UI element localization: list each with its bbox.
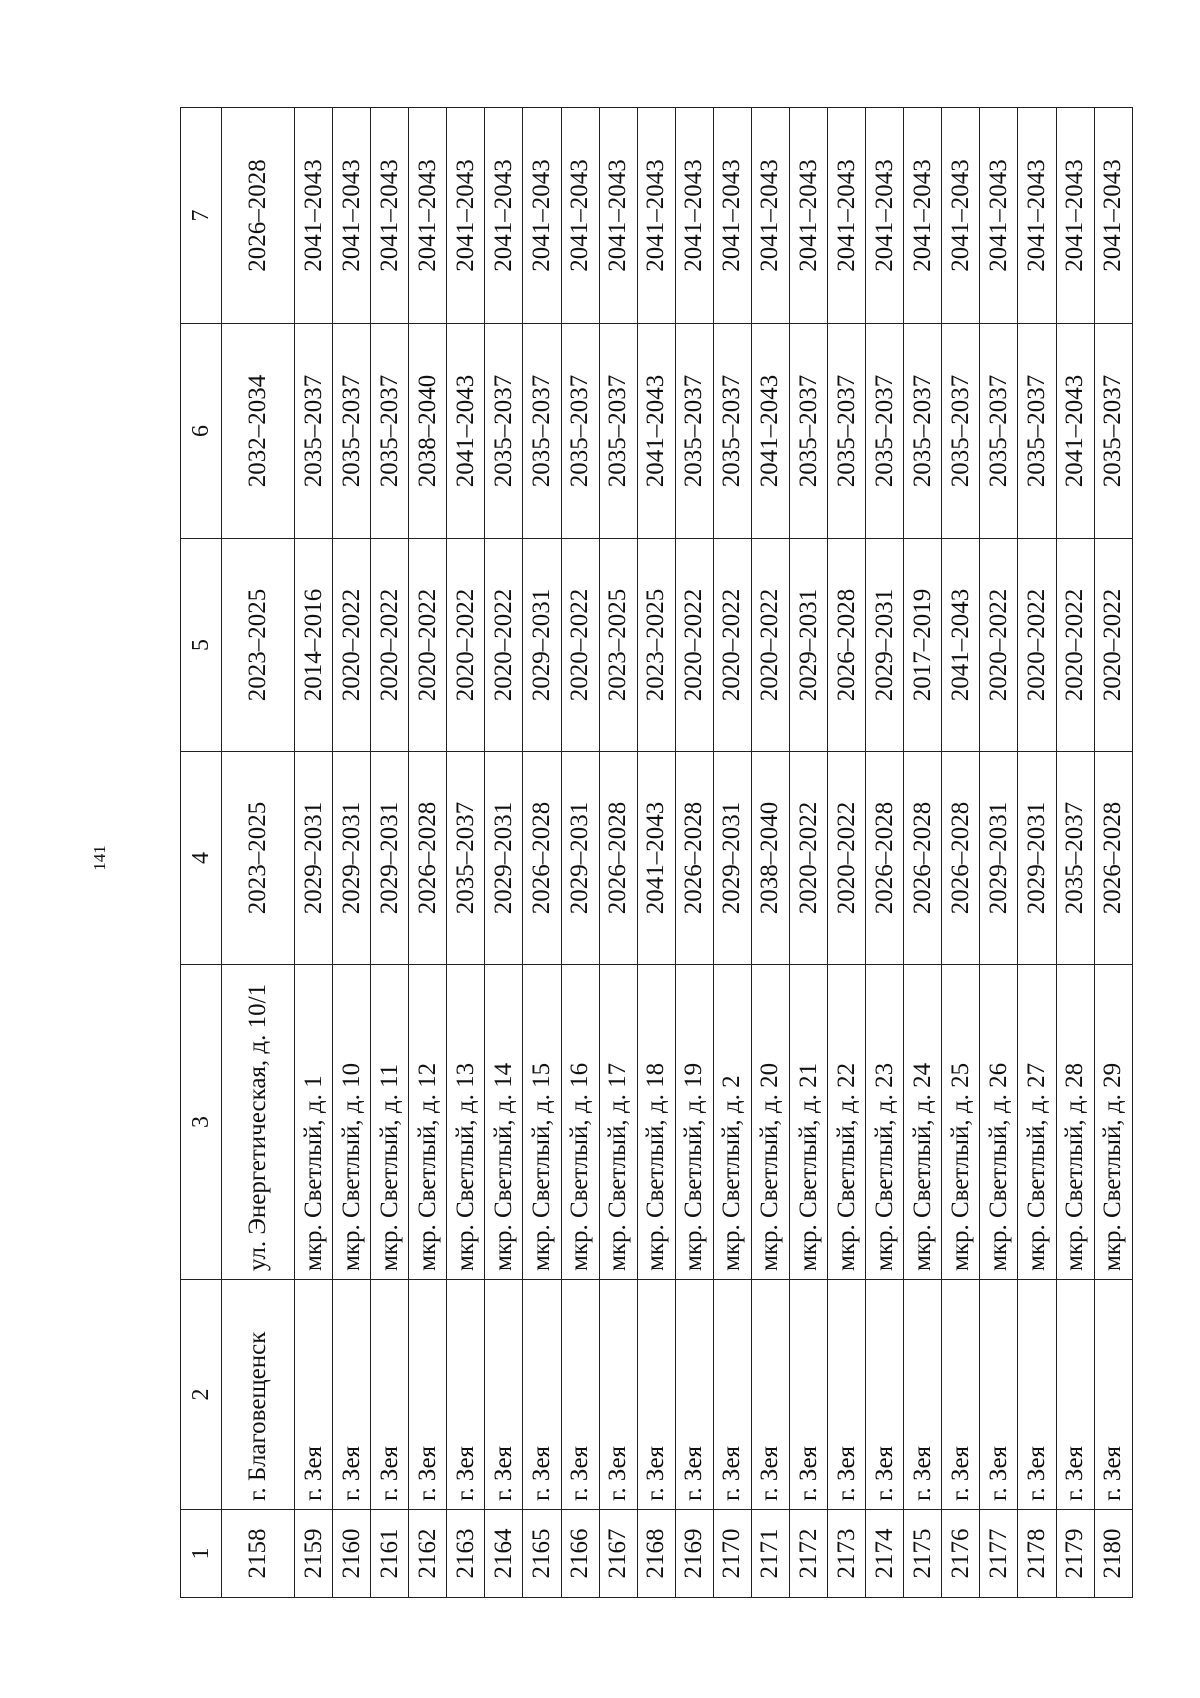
cell-c4: 2026–2028 bbox=[1094, 752, 1132, 965]
cell-c7: 2041–2043 bbox=[447, 108, 485, 324]
table-row bbox=[1056, 108, 1094, 1598]
cell-c5: 2020–2022 bbox=[751, 539, 789, 752]
cell-id: 2179 bbox=[1056, 1510, 1094, 1598]
cell-c7: 2026–2028 bbox=[222, 108, 295, 324]
cell-address: мкр. Светлый, д. 24 bbox=[904, 965, 942, 1280]
cell-address: мкр. Светлый, д. 16 bbox=[561, 965, 599, 1280]
cell-c7: 2041–2043 bbox=[675, 108, 713, 324]
cell-c5: 2026–2028 bbox=[828, 539, 866, 752]
cell-c7: 2041–2043 bbox=[295, 108, 333, 324]
cell-c6: 2035–2037 bbox=[599, 324, 637, 539]
cell-c4: 2029–2031 bbox=[485, 752, 523, 965]
table-row bbox=[790, 108, 828, 1598]
cell-c5: 2014–2016 bbox=[295, 539, 333, 752]
cell-c6: 2035–2037 bbox=[1018, 324, 1056, 539]
cell-c5: 2020–2022 bbox=[409, 539, 447, 752]
table-row bbox=[523, 108, 561, 1598]
cell-c7: 2041–2043 bbox=[333, 108, 371, 324]
cell-city: г. Зея bbox=[333, 1280, 371, 1510]
cell-city: г. Зея bbox=[1056, 1280, 1094, 1510]
table-row bbox=[447, 108, 485, 1598]
cell-c6: 2035–2037 bbox=[523, 324, 561, 539]
cell-id: 2174 bbox=[866, 1510, 904, 1598]
cell-c6: 2041–2043 bbox=[637, 324, 675, 539]
cell-address: мкр. Светлый, д. 14 bbox=[485, 965, 523, 1280]
table-wrapper bbox=[180, 108, 1130, 1598]
cell-c6: 2035–2037 bbox=[790, 324, 828, 539]
table-row bbox=[599, 108, 637, 1598]
table-row bbox=[713, 108, 751, 1598]
cell-id: 2166 bbox=[561, 1510, 599, 1598]
cell-id: 2175 bbox=[904, 1510, 942, 1598]
cell-c7: 2041–2043 bbox=[637, 108, 675, 324]
cell-city: г. Зея bbox=[980, 1280, 1018, 1510]
cell-c4: 2026–2028 bbox=[599, 752, 637, 965]
cell-c5: 2020–2022 bbox=[1018, 539, 1056, 752]
cell-city: г. Зея bbox=[713, 1280, 751, 1510]
cell-id: 2173 bbox=[828, 1510, 866, 1598]
cell-id: 2168 bbox=[637, 1510, 675, 1598]
cell-c4: 2029–2031 bbox=[561, 752, 599, 965]
cell-address: мкр. Светлый, д. 28 bbox=[1056, 965, 1094, 1280]
cell-c5: 2023–2025 bbox=[637, 539, 675, 752]
column-header: 6 bbox=[181, 324, 222, 539]
cell-city: г. Зея bbox=[751, 1280, 789, 1510]
cell-id: 2162 bbox=[409, 1510, 447, 1598]
cell-city: г. Зея bbox=[561, 1280, 599, 1510]
cell-c6: 2038–2040 bbox=[409, 324, 447, 539]
cell-c4: 2026–2028 bbox=[866, 752, 904, 965]
cell-c6: 2035–2037 bbox=[942, 324, 980, 539]
table-row bbox=[828, 108, 866, 1598]
cell-address: мкр. Светлый, д. 26 bbox=[980, 965, 1018, 1280]
cell-address: мкр. Светлый, д. 17 bbox=[599, 965, 637, 1280]
cell-c6: 2035–2037 bbox=[1094, 324, 1132, 539]
cell-c7: 2041–2043 bbox=[942, 108, 980, 324]
cell-id: 2177 bbox=[980, 1510, 1018, 1598]
cell-id: 2178 bbox=[1018, 1510, 1056, 1598]
cell-id: 2176 bbox=[942, 1510, 980, 1598]
table-row bbox=[637, 108, 675, 1598]
cell-c6: 2041–2043 bbox=[447, 324, 485, 539]
cell-id: 2159 bbox=[295, 1510, 333, 1598]
cell-address: мкр. Светлый, д. 23 bbox=[866, 965, 904, 1280]
cell-id: 2158 bbox=[222, 1510, 295, 1598]
cell-c5: 2020–2022 bbox=[561, 539, 599, 752]
cell-c5: 2020–2022 bbox=[713, 539, 751, 752]
cell-c7: 2041–2043 bbox=[561, 108, 599, 324]
cell-city: г. Зея bbox=[904, 1280, 942, 1510]
cell-c4: 2020–2022 bbox=[828, 752, 866, 965]
cell-c5: 2020–2022 bbox=[1094, 539, 1132, 752]
cell-c6: 2035–2037 bbox=[675, 324, 713, 539]
header-row bbox=[181, 108, 222, 1598]
cell-c6: 2035–2037 bbox=[295, 324, 333, 539]
cell-id: 2161 bbox=[371, 1510, 409, 1598]
cell-c7: 2041–2043 bbox=[1056, 108, 1094, 324]
cell-city: г. Зея bbox=[1018, 1280, 1056, 1510]
cell-id: 2164 bbox=[485, 1510, 523, 1598]
cell-id: 2167 bbox=[599, 1510, 637, 1598]
table-row bbox=[485, 108, 523, 1598]
cell-c5: 2020–2022 bbox=[980, 539, 1018, 752]
rotated-table-region bbox=[180, 108, 1130, 1598]
cell-c4: 2029–2031 bbox=[713, 752, 751, 965]
table-body bbox=[222, 108, 1133, 1598]
cell-c7: 2041–2043 bbox=[1094, 108, 1132, 324]
cell-c7: 2041–2043 bbox=[599, 108, 637, 324]
cell-city: г. Зея bbox=[409, 1280, 447, 1510]
cell-c6: 2035–2037 bbox=[371, 324, 409, 539]
cell-c4: 2029–2031 bbox=[371, 752, 409, 965]
cell-c6: 2032–2034 bbox=[222, 324, 295, 539]
cell-c6: 2035–2037 bbox=[561, 324, 599, 539]
cell-c4: 2026–2028 bbox=[409, 752, 447, 965]
table-row bbox=[222, 108, 295, 1598]
cell-c4: 2029–2031 bbox=[1018, 752, 1056, 965]
cell-city: г. Зея bbox=[637, 1280, 675, 1510]
cell-id: 2169 bbox=[675, 1510, 713, 1598]
cell-city: г. Зея bbox=[942, 1280, 980, 1510]
cell-id: 2180 bbox=[1094, 1510, 1132, 1598]
column-header: 4 bbox=[181, 752, 222, 965]
table-row bbox=[942, 108, 980, 1598]
cell-c7: 2041–2043 bbox=[980, 108, 1018, 324]
cell-c4: 2035–2037 bbox=[447, 752, 485, 965]
cell-address: мкр. Светлый, д. 19 bbox=[675, 965, 713, 1280]
table-row bbox=[1018, 108, 1056, 1598]
cell-c4: 2026–2028 bbox=[904, 752, 942, 965]
cell-address: мкр. Светлый, д. 18 bbox=[637, 965, 675, 1280]
cell-c4: 2029–2031 bbox=[333, 752, 371, 965]
cell-c5: 2029–2031 bbox=[523, 539, 561, 752]
cell-c6: 2041–2043 bbox=[751, 324, 789, 539]
cell-address: мкр. Светлый, д. 15 bbox=[523, 965, 561, 1280]
cell-address: мкр. Светлый, д. 1 bbox=[295, 965, 333, 1280]
cell-c6: 2041–2043 bbox=[1056, 324, 1094, 539]
table-row bbox=[295, 108, 333, 1598]
cell-c4: 2023–2025 bbox=[222, 752, 295, 965]
cell-c4: 2035–2037 bbox=[1056, 752, 1094, 965]
cell-address: мкр. Светлый, д. 10 bbox=[333, 965, 371, 1280]
table-row bbox=[371, 108, 409, 1598]
cell-c7: 2041–2043 bbox=[523, 108, 561, 324]
table-row bbox=[866, 108, 904, 1598]
cell-c5: 2023–2025 bbox=[599, 539, 637, 752]
cell-id: 2165 bbox=[523, 1510, 561, 1598]
cell-c6: 2035–2037 bbox=[333, 324, 371, 539]
cell-address: мкр. Светлый, д. 25 bbox=[942, 965, 980, 1280]
cell-c4: 2041–2043 bbox=[637, 752, 675, 965]
cell-id: 2171 bbox=[751, 1510, 789, 1598]
cell-c6: 2035–2037 bbox=[866, 324, 904, 539]
cell-c6: 2035–2037 bbox=[713, 324, 751, 539]
cell-city: г. Благовещенск bbox=[222, 1280, 295, 1510]
cell-city: г. Зея bbox=[866, 1280, 904, 1510]
page-number: 141 bbox=[90, 845, 109, 871]
cell-city: г. Зея bbox=[523, 1280, 561, 1510]
table-row bbox=[751, 108, 789, 1598]
column-header: 2 bbox=[181, 1280, 222, 1510]
cell-c6: 2035–2037 bbox=[485, 324, 523, 539]
cell-id: 2160 bbox=[333, 1510, 371, 1598]
cell-c7: 2041–2043 bbox=[751, 108, 789, 324]
cell-city: г. Зея bbox=[295, 1280, 333, 1510]
cell-c5: 2041–2043 bbox=[942, 539, 980, 752]
table-row bbox=[1094, 108, 1132, 1598]
cell-c7: 2041–2043 bbox=[713, 108, 751, 324]
cell-address: ул. Энергетическая, д. 10/1 bbox=[222, 965, 295, 1280]
cell-city: г. Зея bbox=[485, 1280, 523, 1510]
cell-c7: 2041–2043 bbox=[485, 108, 523, 324]
cell-address: мкр. Светлый, д. 13 bbox=[447, 965, 485, 1280]
table-row bbox=[409, 108, 447, 1598]
cell-address: мкр. Светлый, д. 22 bbox=[828, 965, 866, 1280]
cell-address: мкр. Светлый, д. 21 bbox=[790, 965, 828, 1280]
cell-address: мкр. Светлый, д. 20 bbox=[751, 965, 789, 1280]
table-row bbox=[561, 108, 599, 1598]
cell-c7: 2041–2043 bbox=[866, 108, 904, 324]
cell-c4: 2029–2031 bbox=[980, 752, 1018, 965]
cell-c5: 2023–2025 bbox=[222, 539, 295, 752]
cell-c4: 2029–2031 bbox=[295, 752, 333, 965]
cell-c5: 2020–2022 bbox=[371, 539, 409, 752]
cell-city: г. Зея bbox=[371, 1280, 409, 1510]
cell-city: г. Зея bbox=[828, 1280, 866, 1510]
cell-id: 2170 bbox=[713, 1510, 751, 1598]
cell-c5: 2020–2022 bbox=[485, 539, 523, 752]
column-header: 1 bbox=[181, 1510, 222, 1598]
cell-city: г. Зея bbox=[675, 1280, 713, 1510]
cell-c6: 2035–2037 bbox=[980, 324, 1018, 539]
cell-city: г. Зея bbox=[1094, 1280, 1132, 1510]
cell-c7: 2041–2043 bbox=[904, 108, 942, 324]
column-header: 5 bbox=[181, 539, 222, 752]
cell-c5: 2029–2031 bbox=[790, 539, 828, 752]
cell-city: г. Зея bbox=[599, 1280, 637, 1510]
cell-c4: 2020–2022 bbox=[790, 752, 828, 965]
column-header: 3 bbox=[181, 965, 222, 1280]
cell-c4: 2026–2028 bbox=[675, 752, 713, 965]
cell-city: г. Зея bbox=[447, 1280, 485, 1510]
cell-address: мкр. Светлый, д. 2 bbox=[713, 965, 751, 1280]
cell-c5: 2017–2019 bbox=[904, 539, 942, 752]
cell-c6: 2035–2037 bbox=[904, 324, 942, 539]
cell-id: 2163 bbox=[447, 1510, 485, 1598]
column-header: 7 bbox=[181, 108, 222, 324]
cell-c7: 2041–2043 bbox=[828, 108, 866, 324]
cell-address: мкр. Светлый, д. 11 bbox=[371, 965, 409, 1280]
cell-c5: 2020–2022 bbox=[675, 539, 713, 752]
cell-c5: 2029–2031 bbox=[866, 539, 904, 752]
table-row bbox=[980, 108, 1018, 1598]
cell-c4: 2026–2028 bbox=[523, 752, 561, 965]
cell-c4: 2026–2028 bbox=[942, 752, 980, 965]
cell-c7: 2041–2043 bbox=[409, 108, 447, 324]
table-row bbox=[675, 108, 713, 1598]
cell-c7: 2041–2043 bbox=[790, 108, 828, 324]
table-row bbox=[904, 108, 942, 1598]
cell-c5: 2020–2022 bbox=[1056, 539, 1094, 752]
cell-c7: 2041–2043 bbox=[371, 108, 409, 324]
cell-city: г. Зея bbox=[790, 1280, 828, 1510]
cell-c5: 2020–2022 bbox=[447, 539, 485, 752]
table-row bbox=[333, 108, 371, 1598]
cell-c7: 2041–2043 bbox=[1018, 108, 1056, 324]
cell-c4: 2038–2040 bbox=[751, 752, 789, 965]
cell-address: мкр. Светлый, д. 29 bbox=[1094, 965, 1132, 1280]
cell-id: 2172 bbox=[790, 1510, 828, 1598]
cell-address: мкр. Светлый, д. 12 bbox=[409, 965, 447, 1280]
cell-c5: 2020–2022 bbox=[333, 539, 371, 752]
cell-c6: 2035–2037 bbox=[828, 324, 866, 539]
schedule-table bbox=[180, 107, 1133, 1598]
cell-address: мкр. Светлый, д. 27 bbox=[1018, 965, 1056, 1280]
